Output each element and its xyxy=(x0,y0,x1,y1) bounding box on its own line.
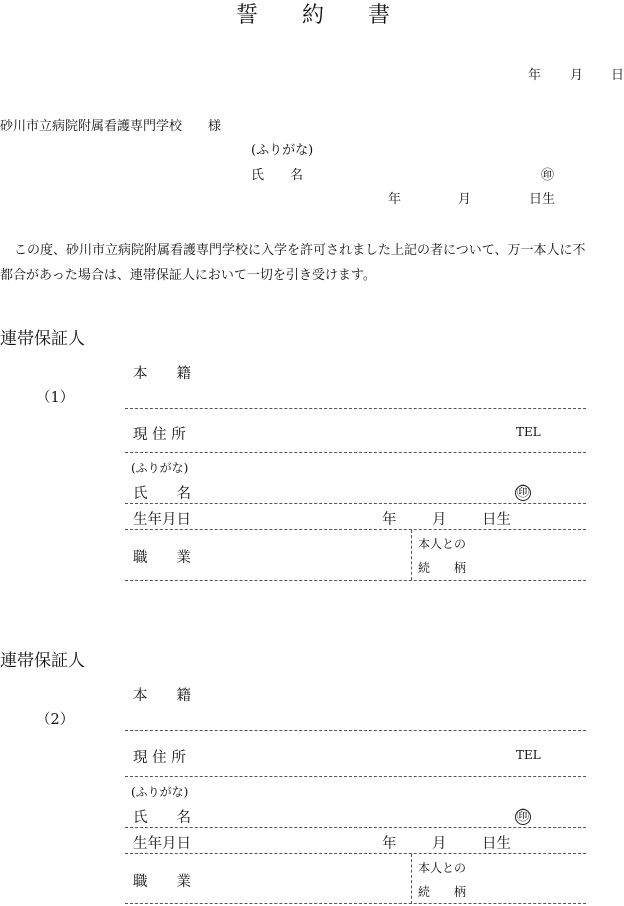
tel-label: TEL xyxy=(516,748,541,762)
birthdate-line xyxy=(125,853,586,854)
honseki-label: 本 籍 xyxy=(133,366,191,382)
header-date-year: 年 xyxy=(528,68,542,83)
name-line xyxy=(125,503,586,504)
body-text-line-2: 都合があった場合は、連帯保証人において一切を引き受けます。 xyxy=(0,268,376,283)
furigana-label: (ふりがな) xyxy=(131,785,189,799)
address-label: 現 住 所 xyxy=(133,750,186,766)
relation-label-2: 続 柄 xyxy=(418,561,467,575)
addressee: 砂川市立病院附属看護専門学校 様 xyxy=(0,119,222,134)
address-line xyxy=(125,776,586,777)
guarantor-number: （2） xyxy=(36,712,75,728)
relation-label-2: 続 柄 xyxy=(418,885,467,899)
tel-label: TEL xyxy=(516,425,541,439)
name-label: 氏 名 xyxy=(133,486,191,502)
seal-mark: ㊞ xyxy=(516,485,530,500)
guarantor-heading: 連帯保証人 xyxy=(0,651,85,671)
honseki-line xyxy=(125,730,586,731)
name-label: 氏 名 xyxy=(133,810,191,826)
address-line xyxy=(125,452,586,453)
header-date-month: 月 xyxy=(570,68,584,83)
birth-year-label: 年 xyxy=(382,512,397,528)
student-furigana-label: (ふりがな) xyxy=(251,143,314,158)
occupation-divider xyxy=(411,854,412,904)
birth-day-label: 日生 xyxy=(482,512,511,528)
relation-label-1: 本人との xyxy=(418,861,467,875)
student-birth-day: 日生 xyxy=(529,192,556,207)
birthdate-label: 生年月日 xyxy=(133,836,191,852)
birthdate-line xyxy=(125,529,586,530)
guarantor-heading: 連帯保証人 xyxy=(0,329,85,349)
relation-label-1: 本人との xyxy=(418,537,467,551)
birth-month-label: 月 xyxy=(432,836,447,852)
student-seal-mark: ㊞ xyxy=(541,168,555,183)
student-name-label: 氏 名 xyxy=(251,168,304,183)
student-birth-month: 月 xyxy=(458,192,472,207)
header-date-day: 日 xyxy=(611,68,624,83)
furigana-label: (ふりがな) xyxy=(131,461,189,475)
birth-day-label: 日生 xyxy=(482,836,511,852)
student-birth-year: 年 xyxy=(388,192,402,207)
document-title: 誓 約 書 xyxy=(236,3,391,28)
occupation-line xyxy=(125,903,586,904)
occupation-label: 職 業 xyxy=(133,550,191,566)
address-label: 現 住 所 xyxy=(133,427,186,443)
birthdate-label: 生年月日 xyxy=(133,512,191,528)
birth-year-label: 年 xyxy=(382,836,397,852)
seal-mark: ㊞ xyxy=(516,809,530,824)
occupation-divider xyxy=(411,530,412,580)
body-text-line-1: この度、砂川市立病院附属看護専門学校に入学を許可されました上記の者について、万一本人に不 xyxy=(14,243,586,258)
name-line xyxy=(125,827,586,828)
occupation-label: 職 業 xyxy=(133,874,191,890)
honseki-line xyxy=(125,408,586,409)
birth-month-label: 月 xyxy=(432,512,447,528)
guarantor-number: （1） xyxy=(36,390,75,406)
occupation-line xyxy=(125,580,586,581)
honseki-label: 本 籍 xyxy=(133,688,191,704)
